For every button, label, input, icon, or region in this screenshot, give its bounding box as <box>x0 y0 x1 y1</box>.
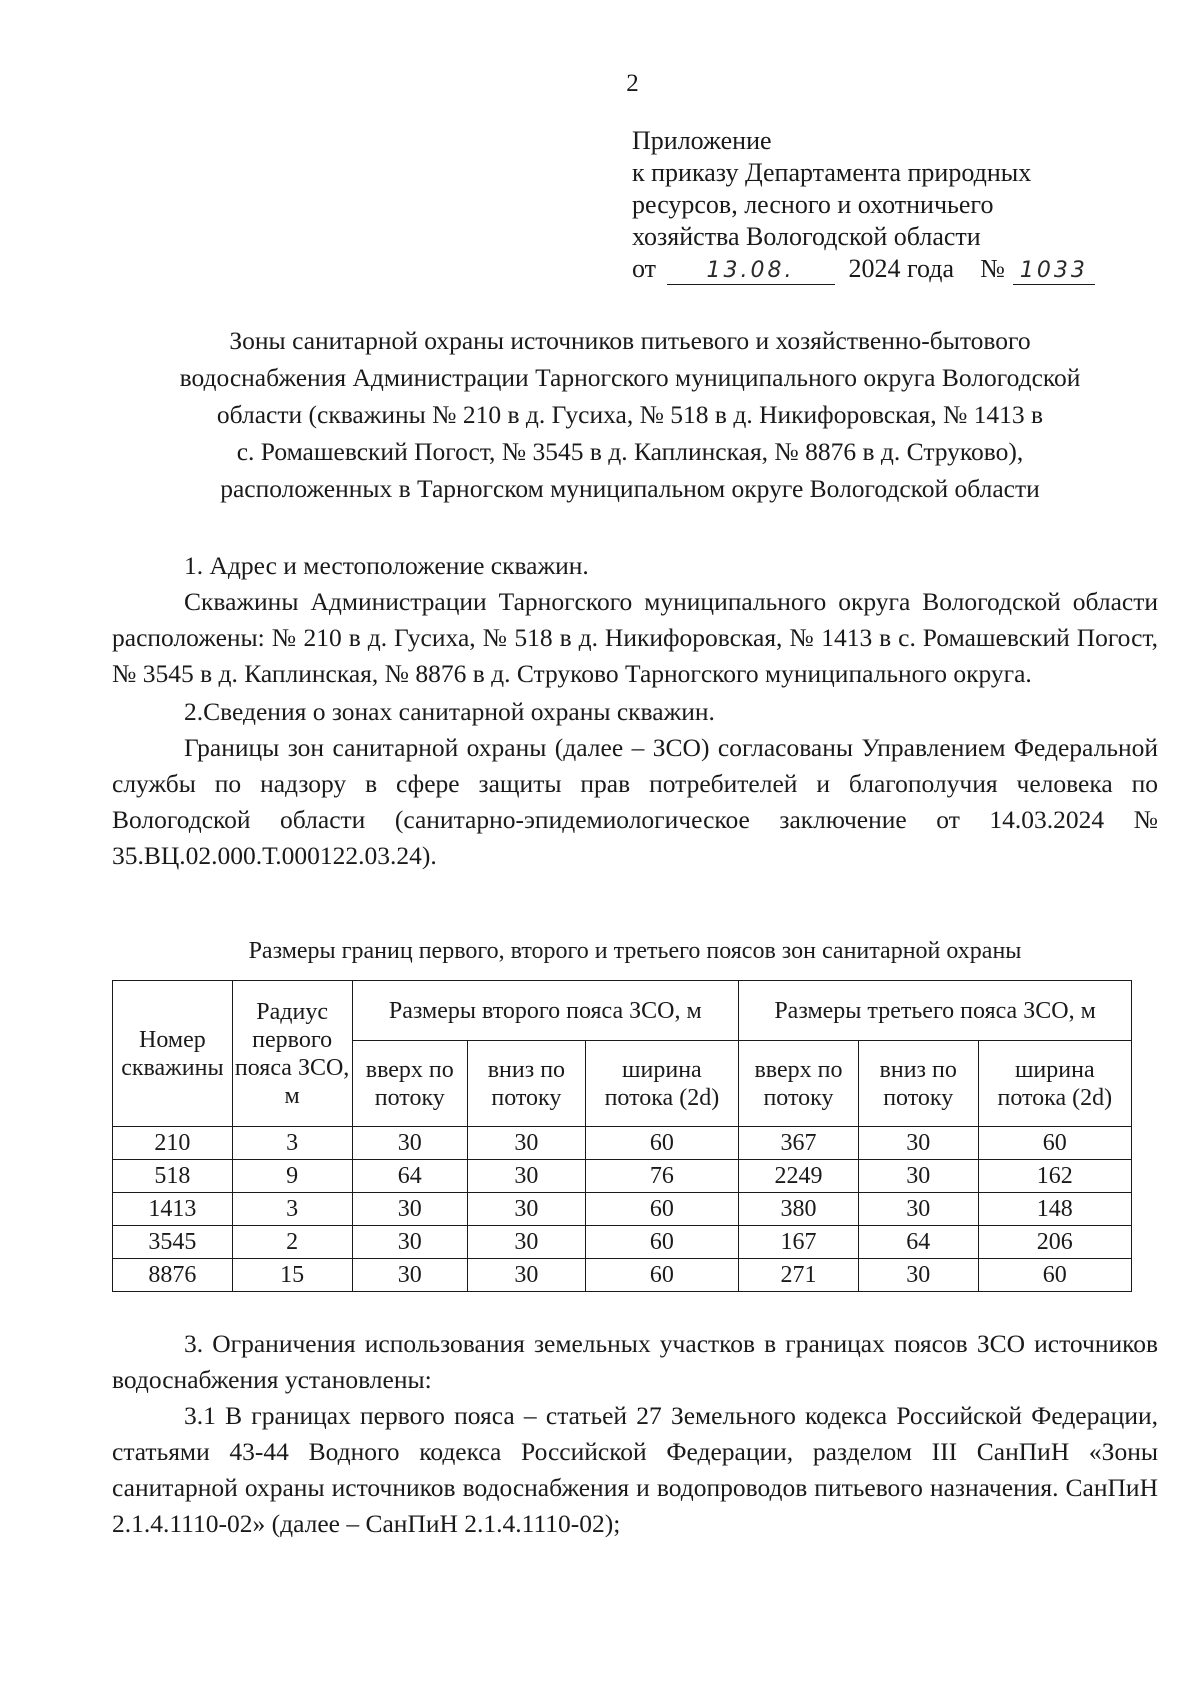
table-row <box>113 1226 1132 1259</box>
title-line: с. Ромашевский Погост, № 3545 в д. Каплинская, № 8876 в д. Струково), <box>236 437 1024 466</box>
appendix-line: хозяйства Вологодской области <box>632 222 981 251</box>
table-cell: 30 <box>352 1259 468 1292</box>
table-row <box>113 1160 1132 1193</box>
header-first-zone-radius: Радиус первого пояса ЗСО, м <box>232 981 352 1127</box>
table-cell: 64 <box>352 1160 468 1193</box>
header-flow-width: ширина потока (2d) <box>585 1041 738 1127</box>
section-3 <box>112 1326 1158 1542</box>
handwritten-date: 13.08. <box>667 258 835 285</box>
table-cell: 271 <box>739 1259 859 1292</box>
table-cell: 64 <box>858 1226 978 1259</box>
table-cell: 30 <box>468 1127 586 1160</box>
table-cell: 3 <box>232 1127 352 1160</box>
table-cell: 1413 <box>113 1193 233 1226</box>
page-number: 2 <box>626 70 639 97</box>
table-cell: 30 <box>352 1127 468 1160</box>
table-cell: 518 <box>113 1160 233 1193</box>
handwritten-order-number: 1033 <box>1013 258 1095 285</box>
appendix-line: к приказу Департамента природных <box>632 158 1032 187</box>
section-1 <box>112 548 1158 874</box>
order-date-line <box>632 253 1095 285</box>
table-cell: 2249 <box>739 1160 859 1193</box>
table-cell: 30 <box>858 1193 978 1226</box>
header-upstream: вверх по потоку <box>352 1041 468 1127</box>
table-cell: 3 <box>232 1193 352 1226</box>
from-label: от <box>632 254 657 283</box>
document-title <box>112 322 1148 507</box>
header-upstream: вверх по потоку <box>739 1041 859 1127</box>
header-well-number: Номер скважины <box>113 981 233 1127</box>
table-cell: 60 <box>978 1127 1131 1160</box>
section-heading: 1. Адрес и местоположение скважин. <box>184 551 589 580</box>
table-cell: 60 <box>585 1193 738 1226</box>
table-cell: 60 <box>585 1226 738 1259</box>
table-cell: 60 <box>585 1127 738 1160</box>
table-cell: 60 <box>978 1259 1131 1292</box>
header-flow-width: ширина потока (2d) <box>978 1041 1131 1127</box>
table-cell: 30 <box>468 1259 586 1292</box>
appendix-line: ресурсов, лесного и охотничьего <box>632 190 994 219</box>
section-heading: 3. Ограничения использования земельных участков в границах поясов ЗСО источников водоснабжения установлены: <box>112 1329 1158 1394</box>
table-row <box>113 1259 1132 1292</box>
header-downstream: вниз по потоку <box>468 1041 586 1127</box>
section-paragraph: Границы зон санитарной охраны (далее – ЗСО) согласованы Управлением Федеральной службы по надзору в сфере защиты прав потребителей и благополучия человека по Вологодской области (санитарно-эпидемиологическое заключение от 14.03.2024 № 35.ВЦ.02.000.Т.000122.03.24). <box>112 733 1158 870</box>
title-line: расположенных в Тарногском муниципальном округе Вологодской области <box>220 474 1040 503</box>
table-row <box>113 1127 1132 1160</box>
table-cell: 3545 <box>113 1226 233 1259</box>
table-cell: 30 <box>858 1160 978 1193</box>
title-line: области (скважины № 210 в д. Гусиха, № 518 в д. Никифоровская, № 1413 в <box>216 400 1044 429</box>
table-cell: 30 <box>352 1226 468 1259</box>
table-row <box>113 1193 1132 1226</box>
table-caption: Размеры границ первого, второго и третьего поясов зон санитарной охраны <box>248 938 1022 964</box>
table-cell: 367 <box>739 1127 859 1160</box>
table-cell: 162 <box>978 1160 1131 1193</box>
table-cell: 30 <box>858 1259 978 1292</box>
title-line: Зоны санитарной охраны источников питьевого и хозяйственно-бытового <box>229 326 1031 355</box>
section-paragraph: 3.1 В границах первого пояса – статьей 27 Земельного кодекса Российской Федерации, статьями 43-44 Водного кодекса Российской Федерации, разделом III СанПиН «Зоны санитарной охраны источников водоснабжения и водопроводов питьевого назначения. СанПиН 2.1.4.1110-02» (далее – СанПиН 2.1.4.1110-02); <box>112 1401 1158 1538</box>
table-cell: 210 <box>113 1127 233 1160</box>
year-text: 2024 года <box>848 254 955 283</box>
table-cell: 380 <box>739 1193 859 1226</box>
table-cell: 76 <box>585 1160 738 1193</box>
table-cell: 8876 <box>113 1259 233 1292</box>
table-cell: 60 <box>585 1259 738 1292</box>
table-cell: 30 <box>468 1226 586 1259</box>
table-cell: 30 <box>468 1193 586 1226</box>
zso-dimensions-table <box>112 980 1132 1292</box>
header-downstream: вниз по потоку <box>858 1041 978 1127</box>
table-cell: 30 <box>468 1160 586 1193</box>
section-heading: 2.Сведения о зонах санитарной охраны скважин. <box>184 697 715 726</box>
table-cell: 30 <box>858 1127 978 1160</box>
number-sign: № <box>980 254 1005 283</box>
header-second-zone: Размеры второго пояса ЗСО, м <box>352 981 739 1041</box>
section-paragraph: Скважины Администрации Тарногского муниципального округа Вологодской области расположены: № 210 в д. Гусиха, № 518 в д. Никифоровская, № 1413 в с. Ромашевский Погост, № 3545 в д. Каплинская, № 8876 в д. Струково Тарногского муниципального округа. <box>112 587 1158 688</box>
table-cell: 2 <box>232 1226 352 1259</box>
title-line: водоснабжения Администрации Тарногского муниципального округа Вологодской <box>179 363 1081 392</box>
table-cell: 148 <box>978 1193 1131 1226</box>
table-cell: 167 <box>739 1226 859 1259</box>
table-cell: 30 <box>352 1193 468 1226</box>
appendix-block <box>632 125 1095 285</box>
appendix-line: Приложение <box>632 126 772 155</box>
header-third-zone: Размеры третьего пояса ЗСО, м <box>739 981 1132 1041</box>
table-cell: 206 <box>978 1226 1131 1259</box>
table-cell: 9 <box>232 1160 352 1193</box>
table-cell: 15 <box>232 1259 352 1292</box>
